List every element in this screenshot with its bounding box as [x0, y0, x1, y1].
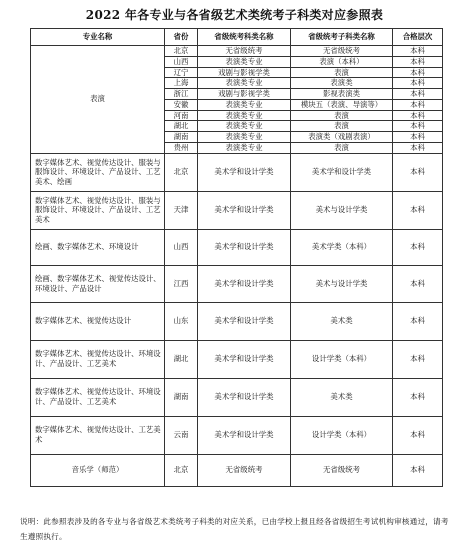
category-cell: 美术学和设计学类 — [198, 302, 291, 340]
level-cell: 本科 — [393, 56, 443, 67]
table-row — [31, 153, 443, 191]
level-cell: 本科 — [393, 89, 443, 100]
level-cell: 本科 — [393, 142, 443, 153]
level-cell: 本科 — [393, 153, 443, 191]
table-row — [31, 265, 443, 302]
level-cell: 本科 — [393, 78, 443, 89]
province-cell: 湖北 — [165, 121, 198, 132]
header-subcategory: 省级统考子科类名称 — [291, 29, 393, 46]
province-cell: 山西 — [165, 229, 198, 265]
province-cell: 湖北 — [165, 340, 198, 378]
level-cell: 本科 — [393, 302, 443, 340]
category-cell: 美术学和设计学类 — [198, 229, 291, 265]
major-cell: 数字媒体艺术、视觉传达设计、环境设计、产品设计、工艺美术 — [31, 378, 165, 416]
province-cell: 北京 — [165, 454, 198, 486]
subcategory-cell: 影视表演类 — [291, 89, 393, 100]
table-row — [31, 46, 443, 57]
category-cell: 美术学和设计学类 — [198, 378, 291, 416]
major-cell: 数字媒体艺术、视觉传达设计、工艺美术 — [31, 416, 165, 454]
subcategory-cell: 设计学类（本科） — [291, 416, 393, 454]
level-cell: 本科 — [393, 340, 443, 378]
subcategory-cell: 美术学和设计学类 — [291, 153, 393, 191]
subcategory-cell: 模块五（表演、导演等） — [291, 99, 393, 110]
subcategory-cell: 设计学类（本科） — [291, 340, 393, 378]
subcategory-cell: 美术与设计学类 — [291, 265, 393, 302]
subcategory-cell: 无省级统考 — [291, 454, 393, 486]
category-cell: 表演类专业 — [198, 99, 291, 110]
table-row — [31, 191, 443, 229]
level-cell: 本科 — [393, 132, 443, 143]
subcategory-cell: 美术与设计学类 — [291, 191, 393, 229]
category-cell: 戏剧与影视学类 — [198, 89, 291, 100]
category-cell: 表演类专业 — [198, 121, 291, 132]
table-row — [31, 229, 443, 265]
page-title: 2022 年各专业与各省级艺术类统考子科类对应参照表 — [85, 8, 384, 22]
table-row — [31, 340, 443, 378]
category-cell: 表演类专业 — [198, 56, 291, 67]
major-cell: 表演 — [31, 46, 165, 154]
category-cell: 美术学和设计学类 — [198, 153, 291, 191]
major-cell: 数字媒体艺术、视觉传达设计、环境设计、产品设计、工艺美术 — [31, 340, 165, 378]
level-cell: 本科 — [393, 121, 443, 132]
subcategory-cell: 表演 — [291, 67, 393, 78]
category-cell: 美术学和设计学类 — [198, 340, 291, 378]
category-cell: 无省级统考 — [198, 454, 291, 486]
header-major: 专业名称 — [31, 29, 165, 46]
subcategory-cell: 表演 — [291, 121, 393, 132]
province-cell: 湖南 — [165, 378, 198, 416]
table-row — [31, 416, 443, 454]
category-cell: 戏剧与影视学类 — [198, 67, 291, 78]
level-cell: 本科 — [393, 229, 443, 265]
subcategory-cell: 表演类 — [291, 78, 393, 89]
province-cell: 山东 — [165, 302, 198, 340]
level-cell: 本科 — [393, 46, 443, 57]
major-cell: 绘画、数字媒体艺术、视觉传达设计、环境设计、产品设计 — [31, 265, 165, 302]
table-row — [31, 378, 443, 416]
major-cell: 音乐学（师范） — [31, 454, 165, 486]
footnote: 说明：此参照表涉及的各专业与各省级艺术类统考子科类的对应关系，已由学校上报且经各省级招生考试机构审核通过，请考生遵照执行。 — [20, 517, 449, 541]
table-row — [31, 454, 443, 486]
level-cell: 本科 — [393, 110, 443, 121]
province-cell: 辽宁 — [165, 67, 198, 78]
category-cell: 表演类专业 — [198, 142, 291, 153]
province-cell: 北京 — [165, 153, 198, 191]
province-cell: 北京 — [165, 46, 198, 57]
major-cell: 数字媒体艺术、视觉传达设计、服装与服饰设计、环境设计、产品设计、工艺美术、绘画 — [31, 153, 165, 191]
mapping-table — [30, 28, 443, 487]
province-cell: 上海 — [165, 78, 198, 89]
subcategory-cell: 表演 — [291, 142, 393, 153]
level-cell: 本科 — [393, 265, 443, 302]
header-province: 省份 — [165, 29, 198, 46]
province-cell: 河南 — [165, 110, 198, 121]
level-cell: 本科 — [393, 191, 443, 229]
category-cell: 美术学和设计学类 — [198, 265, 291, 302]
table-header-row — [31, 29, 443, 46]
province-cell: 安徽 — [165, 99, 198, 110]
province-cell: 天津 — [165, 191, 198, 229]
province-cell: 江西 — [165, 265, 198, 302]
category-cell: 无省级统考 — [198, 46, 291, 57]
level-cell: 本科 — [393, 67, 443, 78]
province-cell: 云南 — [165, 416, 198, 454]
subcategory-cell: 表演（本科） — [291, 56, 393, 67]
category-cell: 美术学和设计学类 — [198, 191, 291, 229]
subcategory-cell: 表演类（戏剧表演） — [291, 132, 393, 143]
level-cell: 本科 — [393, 416, 443, 454]
category-cell: 表演类专业 — [198, 110, 291, 121]
category-cell: 表演类专业 — [198, 78, 291, 89]
major-cell: 数字媒体艺术、视觉传达设计 — [31, 302, 165, 340]
table-row — [31, 302, 443, 340]
subcategory-cell: 表演 — [291, 110, 393, 121]
level-cell: 本科 — [393, 99, 443, 110]
subcategory-cell: 无省级统考 — [291, 46, 393, 57]
level-cell: 本科 — [393, 454, 443, 486]
province-cell: 湖南 — [165, 132, 198, 143]
subcategory-cell: 美术类 — [291, 378, 393, 416]
category-cell: 表演类专业 — [198, 132, 291, 143]
province-cell: 浙江 — [165, 89, 198, 100]
major-cell: 数字媒体艺术、视觉传达设计、服装与服饰设计、环境设计、产品设计、工艺美术 — [31, 191, 165, 229]
province-cell: 山西 — [165, 56, 198, 67]
category-cell: 美术学和设计学类 — [198, 416, 291, 454]
province-cell: 贵州 — [165, 142, 198, 153]
subcategory-cell: 美术类 — [291, 302, 393, 340]
major-cell: 绘画、数字媒体艺术、环境设计 — [31, 229, 165, 265]
level-cell: 本科 — [393, 378, 443, 416]
subcategory-cell: 美术学类（本科） — [291, 229, 393, 265]
header-level: 合格层次 — [393, 29, 443, 46]
header-category: 省级统考科类名称 — [198, 29, 291, 46]
